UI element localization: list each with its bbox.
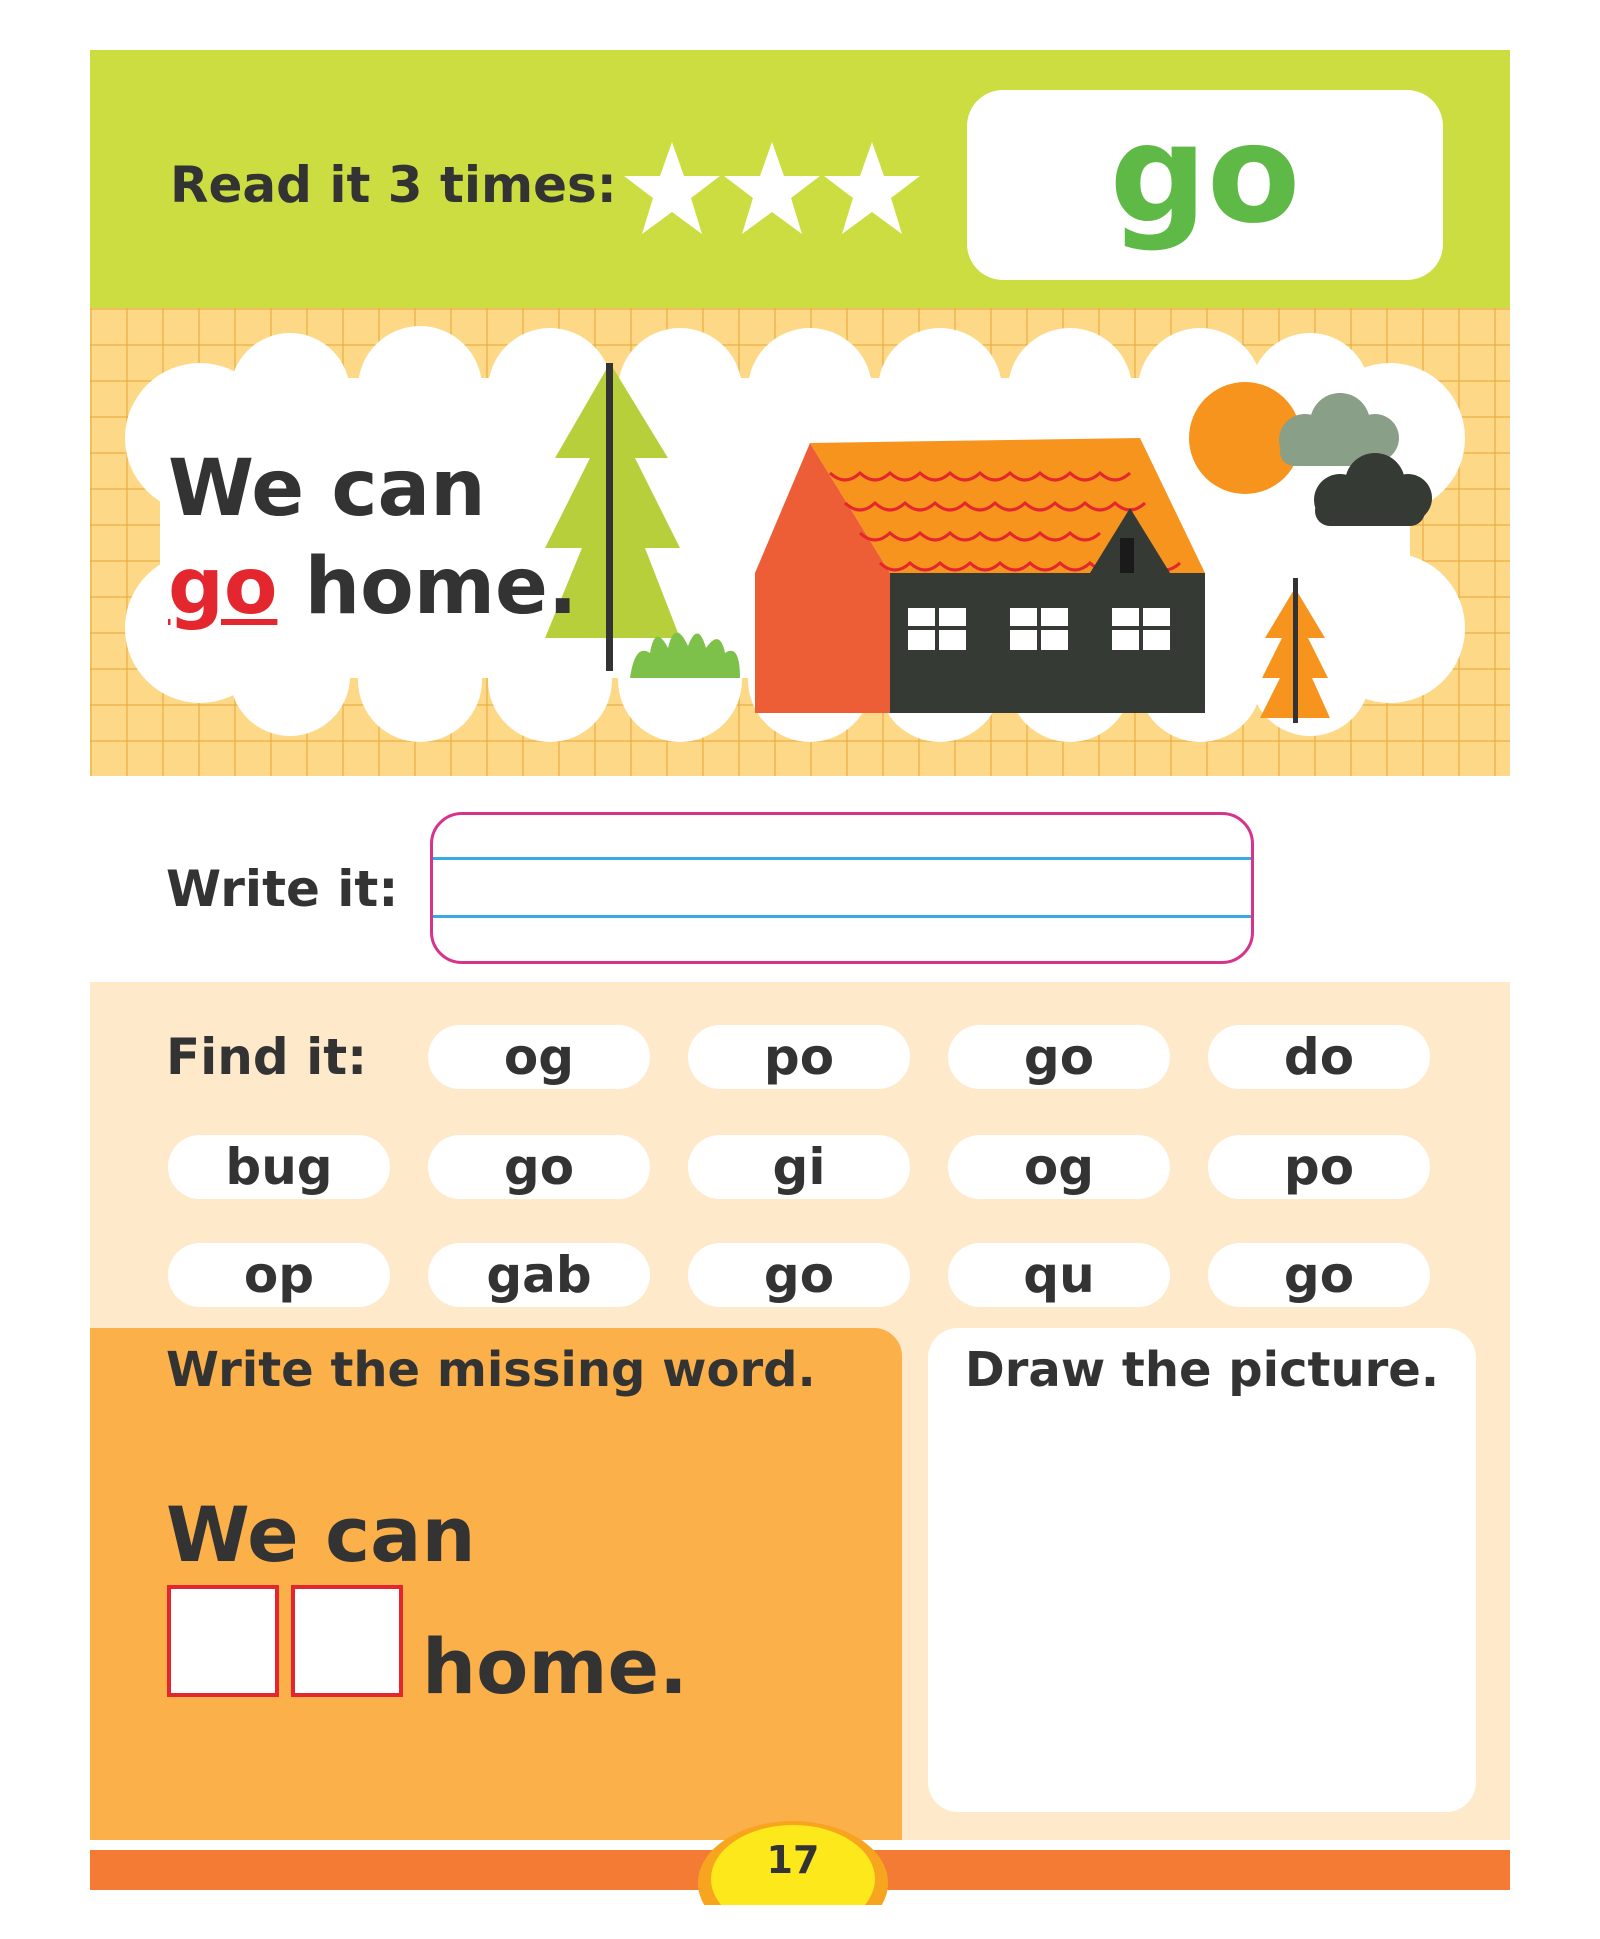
missing-word-panel (90, 1328, 902, 1840)
highlighted-word: go (168, 542, 278, 632)
word-choice[interactable]: op (168, 1243, 390, 1307)
word-choice[interactable]: gab (428, 1243, 650, 1307)
example-sentence (168, 440, 578, 636)
word-choice[interactable]: go (688, 1243, 910, 1307)
guide-line-top (433, 857, 1251, 860)
target-word-card (967, 90, 1443, 280)
star-icon[interactable] (624, 142, 720, 234)
read-instruction: Read it 3 times: (170, 156, 617, 214)
missing-sentence-start: We can (166, 1490, 476, 1579)
letter-box[interactable] (167, 1585, 279, 1697)
house-icon (755, 438, 1205, 713)
write-it-label: Write it: (166, 860, 399, 918)
word-choice[interactable]: do (1208, 1025, 1430, 1089)
letter-box[interactable] (291, 1585, 403, 1697)
target-word: go (1109, 96, 1301, 254)
word-choice[interactable]: bug (168, 1135, 390, 1199)
word-choice[interactable]: po (1208, 1135, 1430, 1199)
find-it-label: Find it: (166, 1028, 368, 1086)
worksheet-page (90, 50, 1510, 1890)
word-choice[interactable]: po (688, 1025, 910, 1089)
word-choice[interactable]: qu (948, 1243, 1170, 1307)
missing-word-instruction: Write the missing word. (166, 1342, 816, 1398)
sentence-line-1: We can (168, 444, 486, 534)
drawing-area[interactable] (928, 1328, 1476, 1812)
draw-instruction: Draw the picture. (964, 1342, 1440, 1398)
word-choice[interactable]: og (428, 1025, 650, 1089)
handwriting-field[interactable] (430, 812, 1254, 964)
star-icon[interactable] (824, 142, 920, 234)
guide-line-bottom (433, 915, 1251, 918)
word-choice[interactable]: go (428, 1135, 650, 1199)
page-number: 17 (766, 1838, 820, 1882)
word-choice[interactable]: go (1208, 1243, 1430, 1307)
star-rating (620, 138, 925, 248)
sentence-line-2 (168, 538, 578, 636)
word-choice[interactable]: gi (688, 1135, 910, 1199)
word-choice[interactable]: og (948, 1135, 1170, 1199)
word-choice[interactable]: go (948, 1025, 1170, 1089)
star-icon[interactable] (724, 142, 820, 234)
sentence-end: home. (304, 542, 578, 632)
missing-sentence-end: home. (422, 1622, 688, 1711)
